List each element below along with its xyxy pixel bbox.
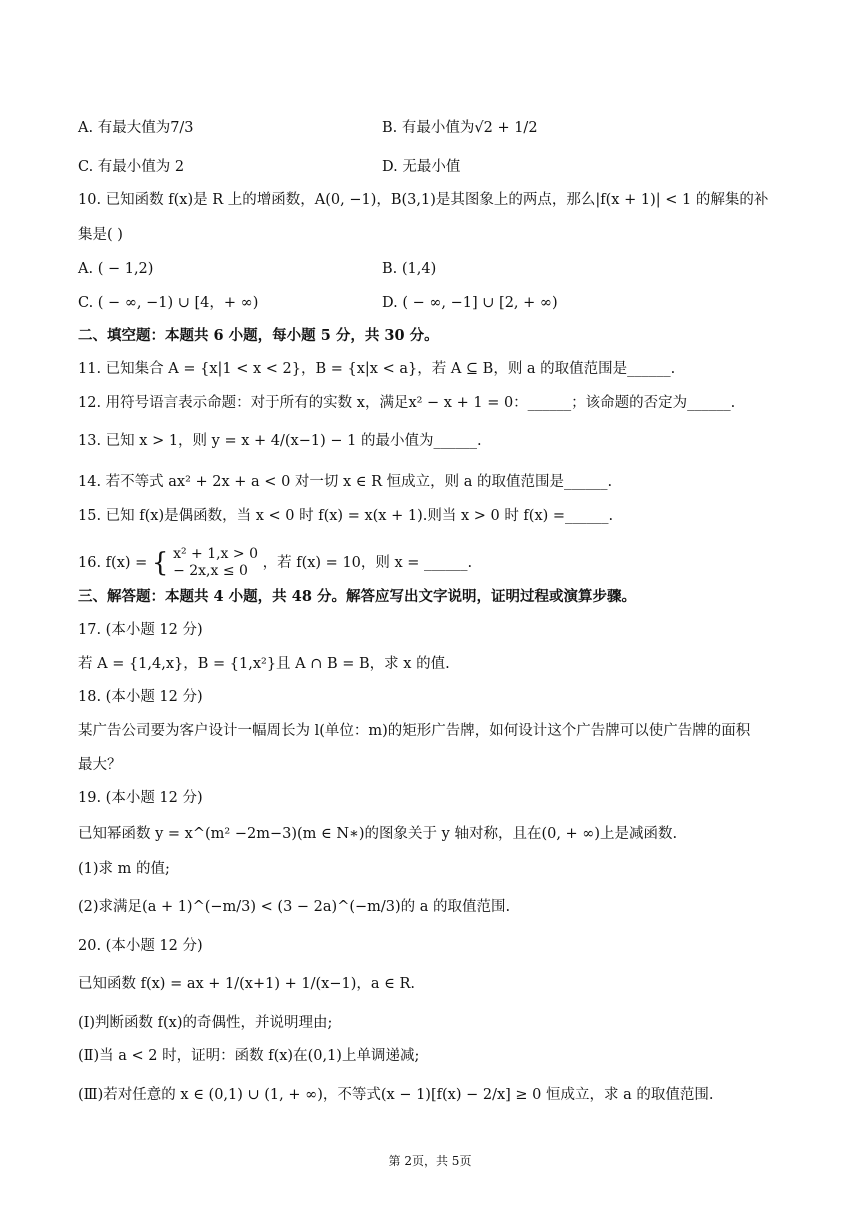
q16-case2: − 2x,x ≤ 0 <box>173 563 248 579</box>
q19-title: 19. (本小题 12 分) <box>78 790 203 806</box>
q10-stem-line1: 10. 已知函数 f(x)是 R 上的增函数，A(0, −1)，B(3,1)是其图象上的两点，那么|f(x + 1)| < 1 的解集的补 <box>78 192 769 208</box>
q10-option-c: C. ( − ∞, −1) ∪ [4，+ ∞) <box>78 295 259 311</box>
q9-option-b: B. 有最小值为√2 + 1/2 <box>382 120 538 136</box>
q15: 15. 已知 f(x)是偶函数，当 x < 0 时 f(x) = x(x + 1).则当 x > 0 时 f(x) =______. <box>78 508 614 524</box>
q20-body: 已知函数 f(x) = ax + 1/(x+1) + 1/(x−1)，a ∈ R. <box>78 976 415 992</box>
q10-option-d: D. ( − ∞, −1] ∪ [2, + ∞) <box>382 295 558 311</box>
q16-brace: { <box>151 548 169 578</box>
q13: 13. 已知 x > 1，则 y = x + 4/(x−1) − 1 的最小值为______. <box>78 433 482 449</box>
q14: 14. 若不等式 ax² + 2x + a < 0 对一切 x ∈ R 恒成立，则 a 的取值范围是______. <box>78 474 613 490</box>
q19-part1: (1)求 m 的值; <box>78 861 170 877</box>
q17-body: 若 A = {1,4,x}，B = {1,x²}且 A ∩ B = B，求 x 的值. <box>78 656 450 672</box>
q16-suffix: ，若 f(x) = 10，则 x = ______. <box>262 555 473 571</box>
q20-part2: (Ⅱ)当 a < 2 时，证明：函数 f(x)在(0,1)上单调递减; <box>78 1048 420 1064</box>
q16-case1: x² + 1,x > 0 <box>173 546 258 562</box>
q11: 11. 已知集合 A = {x|1 < x < 2}，B = {x|x < a}，若 A ⊆ B，则 a 的取值范围是______. <box>78 361 676 377</box>
q18-body-line1: 某广告公司要为客户设计一幅周长为 l(单位：m)的矩形广告牌，如何设计这个广告牌可以使广告牌的面积 <box>78 723 751 739</box>
q16-prefix: 16. f(x) = <box>78 555 148 571</box>
q10-stem-line2: 集是( ) <box>78 227 123 243</box>
q10-option-a: A. ( − 1,2) <box>78 261 154 277</box>
section2-heading: 二、填空题：本题共 6 小题，每小题 5 分，共 30 分。 <box>78 327 439 344</box>
q9-option-d: D. 无最小值 <box>382 159 461 175</box>
q16-cases <box>173 546 258 580</box>
q18-title: 18. (本小题 12 分) <box>78 689 203 705</box>
q12: 12. 用符号语言表示命题：对于所有的实数 x，满足x² − x + 1 = 0：______；该命题的否定为______. <box>78 395 736 411</box>
q9-option-c: C. 有最小值为 2 <box>78 159 185 175</box>
q16 <box>78 546 472 580</box>
page-footer: 第 2页，共 5页 <box>388 1154 472 1168</box>
q10-option-b: B. (1,4) <box>382 261 437 277</box>
q20-part1: (Ⅰ)判断函数 f(x)的奇偶性，并说明理由; <box>78 1015 333 1031</box>
q20-part3: (Ⅲ)若对任意的 x ∈ (0,1) ∪ (1, + ∞)，不等式(x − 1)[f(x) − 2/x] ≥ 0 恒成立，求 a 的取值范围. <box>78 1087 714 1103</box>
section3-heading: 三、解答题：本题共 4 小题，共 48 分。解答应写出文字说明，证明过程或演算步骤。 <box>78 588 636 605</box>
q17-title: 17. (本小题 12 分) <box>78 622 203 638</box>
q19-part2: (2)求满足(a + 1)^(−m/3) < (3 − 2a)^(−m/3)的 a 的取值范围. <box>78 899 511 915</box>
q9-option-a: A. 有最大值为7/3 <box>78 120 194 136</box>
q19-body: 已知幂函数 y = x^(m² −2m−3)(m ∈ N∗)的图象关于 y 轴对称，且在(0, + ∞)上是减函数. <box>78 826 678 842</box>
q20-title: 20. (本小题 12 分) <box>78 938 203 954</box>
q18-body-line2: 最大？ <box>78 757 122 773</box>
